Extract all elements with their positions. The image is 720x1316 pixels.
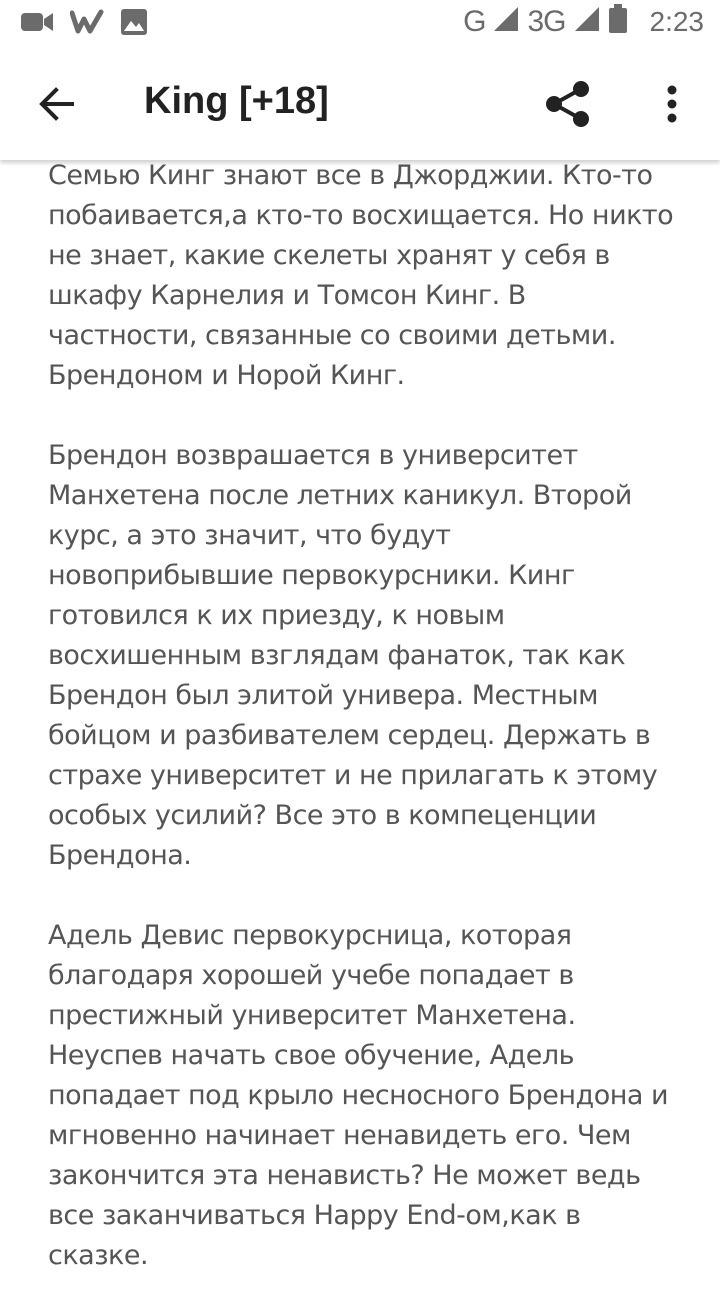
more-options-button[interactable] (646, 76, 698, 136)
share-button[interactable] (536, 76, 600, 136)
signal-icon (493, 6, 519, 37)
page-title: King [+18] (144, 80, 329, 122)
wattpad-icon (70, 9, 104, 40)
description-paragraph-3: Адель Девис первокурсница, которая благодаря хорошей учебе попадает в престижный университет Манхетена. Неуспев начать свое обучение, Адель попадает под крыло несносного Брендона и мгновенно начинает ненавидеть его. Чем закончится эта ненависть? Не может ведь все заканчиваться Happy End-ом,как в сказке. (48, 920, 669, 1271)
status-bar (0, 0, 720, 50)
story-description (48, 156, 680, 1316)
clock: 2:23 (649, 5, 704, 37)
notification-icons (20, 8, 148, 41)
description-paragraph-1: Семью Кинг знают все в Джорджии. Кто-то побаивается,а кто-то восхищается. Но никто не знает, какие скелеты хранят у себя в шкафу Карнелия и Томсон Кинг. В частности, связанные со своими детьми. Брендоном и Норой Кинг. (48, 160, 674, 391)
app-toolbar (0, 50, 720, 160)
back-button[interactable] (28, 78, 84, 134)
network-type-1: G (463, 4, 486, 38)
image-icon (120, 8, 148, 41)
signal-icon-2 (574, 6, 600, 37)
battery-icon (608, 4, 628, 39)
more-vert-icon (666, 84, 678, 129)
video-camera-icon (20, 10, 54, 39)
system-indicators (463, 4, 704, 39)
network-type-2: 3G (527, 4, 566, 38)
description-paragraph-2: Брендон возврашается в университет Манхетена после летних каникул. Второй курс, а это значит, что будут новоприбывшие первокурсники. Кинг готовился к их приезду, к новым восхишенным взглядам фанаток, так как Брендон был элитой универа. Местным бойцом и разбивателем сердец. Держать в страхе университет и не прилагать к этому особых усилий? Все это в компеценции Брендона. (48, 440, 658, 871)
arrow-back-icon (36, 84, 76, 129)
share-icon (543, 79, 593, 134)
